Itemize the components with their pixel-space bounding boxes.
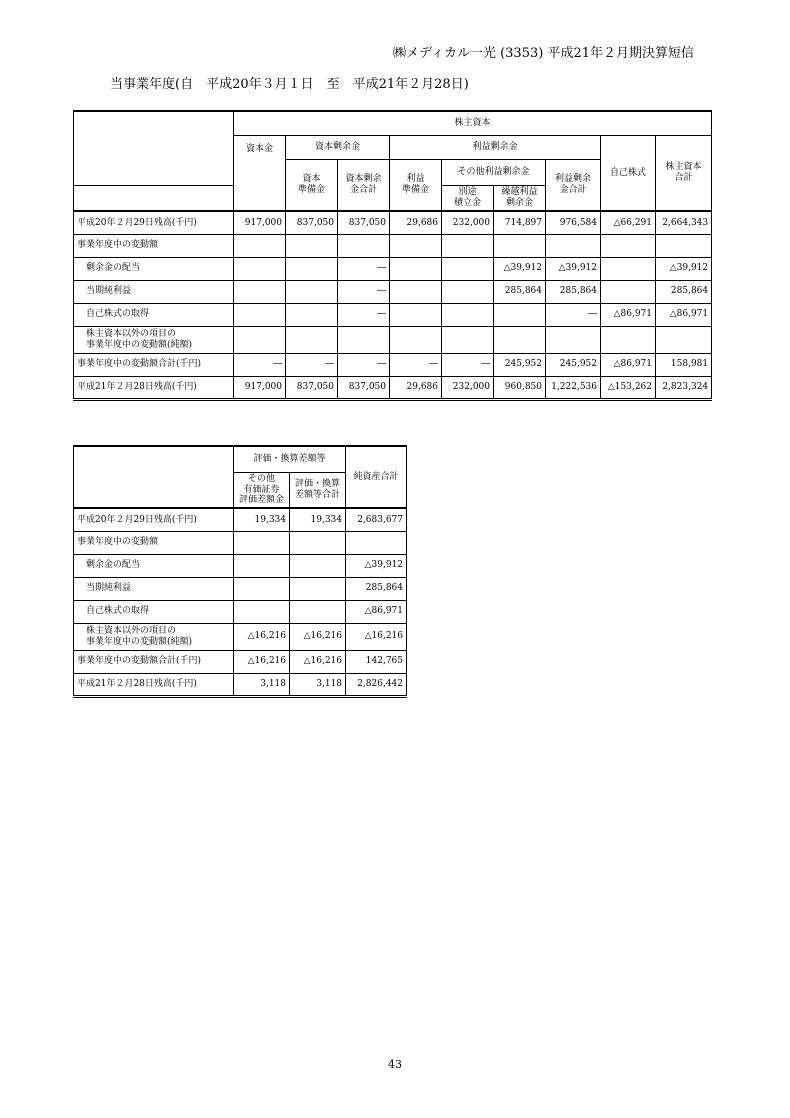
row-label: 平成20年２月29日残高(千円) bbox=[74, 508, 234, 531]
table-cell bbox=[601, 326, 656, 353]
table-cell: △86,971 bbox=[601, 303, 656, 326]
table-cell: 917,000 bbox=[234, 211, 286, 234]
table-cell: 917,000 bbox=[234, 376, 286, 399]
table-cell bbox=[442, 280, 494, 303]
table-cell: ― bbox=[338, 353, 390, 376]
table-cell: ― bbox=[442, 353, 494, 376]
table-cell: △86,971 bbox=[346, 600, 407, 623]
corner-cell bbox=[74, 446, 234, 508]
header-kurikoshi-rieki: 繰越利益 剰余金 bbox=[494, 185, 546, 211]
header-junshisan-goukei: 純資産合計 bbox=[346, 446, 407, 508]
table-cell: 3,118 bbox=[234, 673, 290, 696]
table-cell: △39,912 bbox=[546, 257, 601, 280]
table-cell: ― bbox=[286, 353, 338, 376]
table-cell: △153,262 bbox=[601, 376, 656, 399]
row-label: 当期純利益 bbox=[74, 280, 234, 303]
table-cell: 142,765 bbox=[346, 650, 407, 673]
table-cell: 2,664,343 bbox=[656, 211, 712, 234]
table-row bbox=[74, 303, 712, 326]
table-cell: 3,118 bbox=[290, 673, 346, 696]
table-cell bbox=[442, 326, 494, 353]
page-number: 43 bbox=[388, 1058, 402, 1071]
table-cell bbox=[442, 234, 494, 257]
header-hyoka-goukei: 評価・換算 差額等合計 bbox=[290, 472, 346, 508]
row-label: 事業年度中の変動額合計(千円) bbox=[74, 353, 234, 376]
table-cell: △66,291 bbox=[601, 211, 656, 234]
table-cell: ― bbox=[338, 303, 390, 326]
table-row bbox=[74, 234, 712, 257]
table-cell: 19,334 bbox=[290, 508, 346, 531]
table-row bbox=[74, 577, 407, 600]
table-cell: 232,000 bbox=[442, 376, 494, 399]
table-cell: △16,216 bbox=[290, 623, 346, 650]
table-cell bbox=[494, 303, 546, 326]
row-label: 平成21年２月28日残高(千円) bbox=[74, 376, 234, 399]
table-cell: △86,971 bbox=[601, 353, 656, 376]
table-cell bbox=[390, 234, 442, 257]
table-cell bbox=[286, 326, 338, 353]
table-cell: 245,952 bbox=[494, 353, 546, 376]
table-cell bbox=[338, 326, 390, 353]
table-cell bbox=[346, 531, 407, 554]
row-label: 事業年度中の変動額合計(千円) bbox=[74, 650, 234, 673]
table-row bbox=[74, 508, 407, 531]
header-sonota-rieki-joyokin: その他利益剰余金 bbox=[442, 159, 546, 185]
table-cell: 285,864 bbox=[656, 280, 712, 303]
table-row bbox=[74, 326, 712, 353]
table-cell: 29,686 bbox=[390, 376, 442, 399]
table-cell: 29,686 bbox=[390, 211, 442, 234]
table-cell bbox=[546, 326, 601, 353]
table-cell: 285,864 bbox=[546, 280, 601, 303]
table-cell: 1,222,536 bbox=[546, 376, 601, 399]
table-cell: 837,050 bbox=[286, 211, 338, 234]
table-cell bbox=[234, 554, 290, 577]
row-label: 剰余金の配当 bbox=[74, 257, 234, 280]
table-cell: ― bbox=[546, 303, 601, 326]
table-cell: △16,216 bbox=[234, 650, 290, 673]
header-shihon-joyokin: 資本剰余金 bbox=[286, 135, 390, 159]
table-cell: △86,971 bbox=[656, 303, 712, 326]
table-cell bbox=[494, 326, 546, 353]
table-cell bbox=[290, 554, 346, 577]
header-rieki-joyokin: 利益剰余金 bbox=[390, 135, 601, 159]
header-rieki-joyokin-goukei: 利益剰余 金合計 bbox=[546, 159, 601, 211]
header-betto-tsumitatekin: 別途 積立金 bbox=[442, 185, 494, 211]
table-row bbox=[74, 650, 407, 673]
table-cell bbox=[656, 234, 712, 257]
table-cell: 2,823,324 bbox=[656, 376, 712, 399]
table-row bbox=[74, 376, 712, 399]
table-cell bbox=[338, 234, 390, 257]
table-cell bbox=[390, 280, 442, 303]
table-cell bbox=[234, 577, 290, 600]
table-cell: 837,050 bbox=[338, 376, 390, 399]
table-cell bbox=[234, 234, 286, 257]
table-cell bbox=[234, 326, 286, 353]
valuation-adjustments-table bbox=[73, 445, 407, 698]
table-cell: 232,000 bbox=[442, 211, 494, 234]
table-cell: 285,864 bbox=[346, 577, 407, 600]
table-cell: △39,912 bbox=[656, 257, 712, 280]
table-cell bbox=[286, 303, 338, 326]
table-cell bbox=[390, 326, 442, 353]
table-cell: 245,952 bbox=[546, 353, 601, 376]
table-cell bbox=[601, 280, 656, 303]
table-row bbox=[74, 531, 407, 554]
table-cell: 2,683,677 bbox=[346, 508, 407, 531]
row-label: 当期純利益 bbox=[74, 577, 234, 600]
table-cell bbox=[286, 257, 338, 280]
shareholders-equity-table bbox=[73, 110, 712, 401]
table-row bbox=[74, 623, 407, 650]
row-label: 事業年度中の変動額 bbox=[74, 234, 234, 257]
table-cell bbox=[546, 234, 601, 257]
table-cell bbox=[390, 303, 442, 326]
table-cell bbox=[390, 257, 442, 280]
corner-cell-lower bbox=[74, 185, 234, 211]
row-label: 事業年度中の変動額 bbox=[74, 531, 234, 554]
table-cell bbox=[290, 577, 346, 600]
table-cell: △39,912 bbox=[346, 554, 407, 577]
header-kabunushi-shihon: 株主資本 bbox=[234, 111, 712, 135]
table-row bbox=[74, 600, 407, 623]
table-cell: ― bbox=[338, 280, 390, 303]
table-cell: △16,216 bbox=[234, 623, 290, 650]
table-cell: 837,050 bbox=[338, 211, 390, 234]
corner-cell bbox=[74, 111, 234, 185]
table-cell: 158,981 bbox=[656, 353, 712, 376]
header-kabunushi-shihon-goukei: 株主資本 合計 bbox=[656, 135, 712, 211]
table-cell bbox=[494, 234, 546, 257]
fiscal-period: 当事業年度(自 平成20年３月１日 至 平成21年２月28日) bbox=[110, 77, 469, 92]
table-cell: △39,912 bbox=[494, 257, 546, 280]
header-sonota-yuka: その他 有価証券 評価差額金 bbox=[234, 472, 290, 508]
row-label: 自己株式の取得 bbox=[74, 600, 234, 623]
table-cell bbox=[286, 234, 338, 257]
table-row bbox=[74, 673, 407, 696]
table-cell bbox=[234, 303, 286, 326]
table-cell bbox=[234, 280, 286, 303]
table-cell: △16,216 bbox=[290, 650, 346, 673]
table-cell bbox=[656, 326, 712, 353]
row-label: 株主資本以外の項目の 事業年度中の変動額(純額) bbox=[74, 326, 234, 353]
table-row bbox=[74, 554, 407, 577]
table-cell bbox=[601, 234, 656, 257]
table-cell bbox=[442, 257, 494, 280]
table-cell bbox=[290, 531, 346, 554]
table-cell bbox=[286, 280, 338, 303]
row-label: 株主資本以外の項目の 事業年度中の変動額(純額) bbox=[74, 623, 234, 650]
header-shihon-joyokin-goukei: 資本剰余 金合計 bbox=[338, 159, 390, 211]
table-cell bbox=[442, 303, 494, 326]
table-cell bbox=[234, 257, 286, 280]
table-row bbox=[74, 353, 712, 376]
table-cell: 976,584 bbox=[546, 211, 601, 234]
table-cell bbox=[290, 600, 346, 623]
row-label: 平成20年２月29日残高(千円) bbox=[74, 211, 234, 234]
table-cell: 19,334 bbox=[234, 508, 290, 531]
table-cell: 2,826,442 bbox=[346, 673, 407, 696]
table-cell: △16,216 bbox=[346, 623, 407, 650]
table-cell: 960,850 bbox=[494, 376, 546, 399]
table-cell bbox=[601, 257, 656, 280]
header-hyoka-kansan: 評価・換算差額等 bbox=[234, 446, 346, 472]
row-label: 自己株式の取得 bbox=[74, 303, 234, 326]
table-row bbox=[74, 211, 712, 234]
header-shihon-junbikin: 資本 準備金 bbox=[286, 159, 338, 211]
table-row bbox=[74, 280, 712, 303]
header-rieki-junbikin: 利益 準備金 bbox=[390, 159, 442, 211]
header-shihonkin: 資本金 bbox=[234, 135, 286, 211]
table-cell bbox=[234, 531, 290, 554]
row-label: 剰余金の配当 bbox=[74, 554, 234, 577]
document-title: ㈱メディカル一光 (3353) 平成21年２月期決算短信 bbox=[393, 46, 694, 61]
row-label: 平成21年２月28日残高(千円) bbox=[74, 673, 234, 696]
table-cell: ― bbox=[234, 353, 286, 376]
table-cell: 285,864 bbox=[494, 280, 546, 303]
table-cell: ― bbox=[390, 353, 442, 376]
table-row bbox=[74, 257, 712, 280]
table-cell: 714,897 bbox=[494, 211, 546, 234]
table-cell: 837,050 bbox=[286, 376, 338, 399]
table-cell: ― bbox=[338, 257, 390, 280]
table-cell bbox=[234, 600, 290, 623]
header-jiko-kabushiki: 自己株式 bbox=[601, 135, 656, 211]
